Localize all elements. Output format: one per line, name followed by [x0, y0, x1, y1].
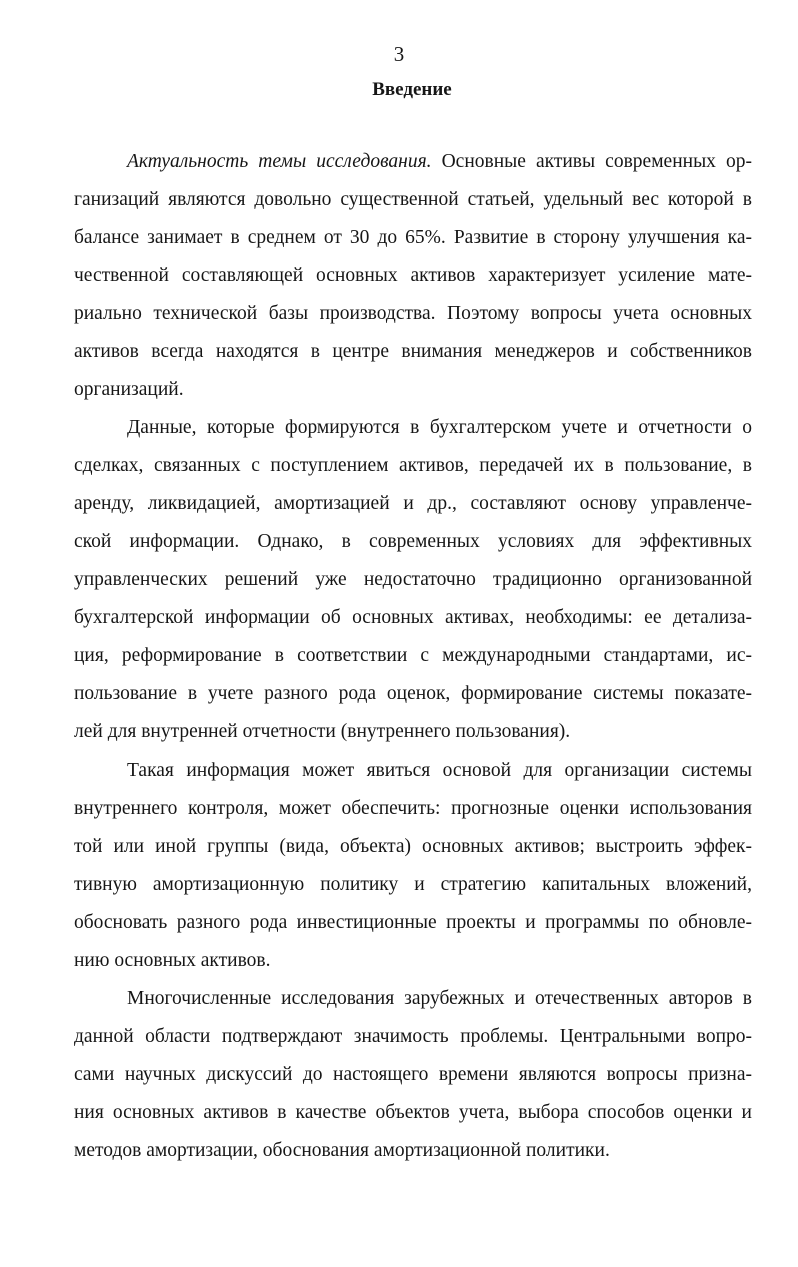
paragraph-3-line-6: нию основных активов.	[74, 950, 271, 971]
paragraph-3-line-1: Такая информация может явиться основой для организации системы	[127, 760, 752, 781]
paragraph-2-line-5: управленческих решений уже недостаточно традиционно организованной	[74, 569, 752, 590]
paragraph-1-line-2: ганизаций являются довольно существенной статьей, удельный вес которой в	[74, 189, 752, 210]
paragraph-2-line-7: ция, реформирование в соответствии с международными стандартами, ис-	[74, 645, 752, 666]
topic-relevance-lead: Актуальность темы исследования.	[127, 151, 432, 172]
paragraph-1-line-5: риально технической базы производства. Поэтому вопросы учета основных	[74, 303, 752, 324]
paragraph-3-line-2: внутреннего контроля, может обеспечить: прогнозные оценки использования	[74, 798, 752, 819]
paragraph-4-line-5: методов амортизации, обоснования амортизационной политики.	[74, 1140, 610, 1161]
paragraph-1-line-3: балансе занимает в среднем от 30 до 65%. Развитие в сторону улучшения ка-	[74, 227, 752, 248]
paragraph-1-line-1	[127, 143, 752, 181]
paragraph-4-line-2: данной области подтверждают значимость проблемы. Центральными вопро-	[74, 1026, 752, 1047]
paragraph-3-line-4: тивную амортизационную политику и стратегию капитальных вложений,	[74, 874, 752, 895]
paragraph-3-line-3: той или иной группы (вида, объекта) основных активов; выстроить эффек-	[74, 836, 752, 857]
paragraph-4-line-3: сами научных дискуссий до настоящего времени являются вопросы призна-	[74, 1064, 752, 1085]
page-number: 3	[393, 42, 405, 66]
paragraph-2-line-9: лей для внутренней отчетности (внутреннего пользования).	[74, 721, 571, 742]
paragraph-2-line-2: сделках, связанных с поступлением активов, передачей их в пользование, в	[74, 455, 752, 476]
paragraph-2-line-8: пользование в учете разного рода оценок, формирование системы показате-	[74, 683, 752, 704]
paragraph-1-line-4: чественной составляющей основных активов характеризует усиление мате-	[74, 265, 752, 286]
paragraph-4-line-1: Многочисленные исследования зарубежных и отечественных авторов в	[127, 988, 752, 1009]
paragraph-1-line-6: активов всегда находятся в центре внимания менеджеров и собственников	[74, 341, 752, 362]
paragraph-4-line-4: ния основных активов в качестве объектов учета, выбора способов оценки и	[74, 1102, 752, 1123]
paragraph-2-line-6: бухгалтерской информации об основных активах, необходимы: ее детализа-	[74, 607, 752, 628]
paragraph-2-line-4: ской информации. Однако, в современных условиях для эффективных	[74, 531, 752, 552]
paragraph-1-line-7: организаций.	[74, 379, 184, 400]
section-heading: Введение	[372, 79, 452, 100]
paragraph-1-line-1-text: Основные активы современных ор-	[431, 151, 752, 172]
paragraph-2-line-3: аренду, ликвидацией, амортизацией и др., составляют основу управленче-	[74, 493, 752, 514]
paragraph-3-line-5: обосновать разного рода инвестиционные проекты и программы по обновле-	[74, 912, 752, 933]
paragraph-2-line-1: Данные, которые формируются в бухгалтерском учете и отчетности о	[127, 417, 752, 438]
